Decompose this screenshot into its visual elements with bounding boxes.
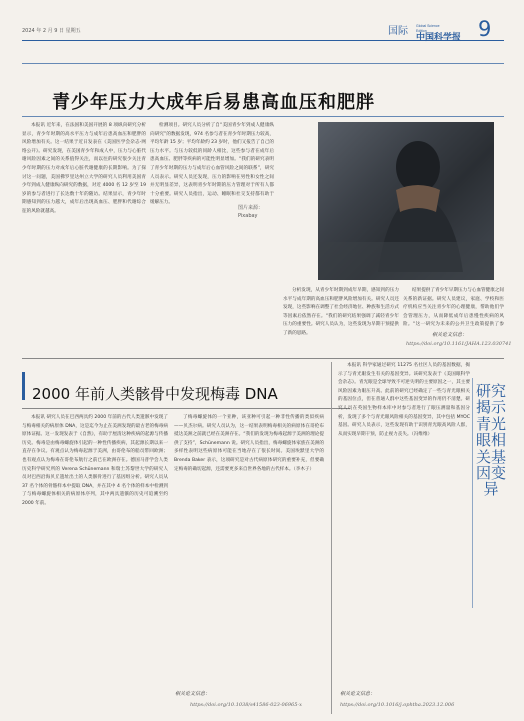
story2-headline: 2000 年前人类骸骨中发现梅毒 DNA xyxy=(32,385,278,403)
story2-headline-rule xyxy=(22,408,350,409)
story2-headline-bar xyxy=(22,372,25,400)
edition-date: 2024 年 2 月 9 日 星期五 xyxy=(22,28,81,34)
story3-text: 本报讯 科学家通过研究 11275 名社区人员的基因数据，揭示了与青光眼发生有关的基因变异。该研究发表于《美国眼科学会杂志》。青光眼是全球导致不可逆失明的主要原因之一，其主要风险因素为眼压升高。此前的研究已经确定了一些与青光眼相关的基因位点，但在普通人群中这些基因变异的作用仍不清楚。研究人员在英国生物样本库中对参与者进行了眼压测量和基因分析，发现了多个与青光眼风险相关的基因变异，其中包括 MYOC 基因。研究人员表示，这些发现有助于识别青光眼高风险人群，从而实现早期干预，防止视力丧失。（冯维维） xyxy=(338,363,470,437)
story1-column-4: 结果提供了青少年早期压力与心血管健康之间关系的新证据。研究人员建议，家庭、学校和医疗机构应当关注青少年的心理健康，帮助他们学会管理压力，从而降低成年后患慢性疾病的风险。“这一研究为未来的公共卫生政策提供了参 xyxy=(403,288,504,328)
story2-doi: https://doi.org/10.1038/s41586-023-06965-x xyxy=(190,702,302,708)
story1-column-3: 分析发现，从青少年时期到成年早期，感知到的压力水平与成年期的高血压和肥胖风险增加有关。研究人员还发现，这些影响在调整了社会经济地位、种族和生活方式等因素后依然存在。“我们的研究结果强调了减轻青少年压力的重要性。研究人员认为，这些发现为早期干预提供了新的思路。 xyxy=(283,288,399,336)
story1-headline: 青少年压力大成年后易患高血压和肥胖 xyxy=(52,92,375,113)
story1-doi: https://doi.org/10.1161/JAHA.123.030741 xyxy=(406,341,512,347)
newspaper-logo: 中国科学报 xyxy=(416,33,462,43)
story2-column-2: 了梅毒螺旋体的一个亚种，该亚种可引起一种非性传播的类似疾病——贝杰尔病。研究人员认为，这一结果表明梅毒相关的病原体在哥伦布抵达美洲之前就已经在美洲存在。“我们的发现为梅毒起源于美洲的理论提供了支持”，Schünemann 说。研究人员指出，梅毒螺旋体家族在美洲的多样性表明这些病原体可能在当地存在了很长时间。美国埃默里大学的 Brenda Baker 表示，这项研究是对古代病原体研究的重要补充，但要确定梅毒的确切起源，还需要更多来自世界各地的古代样本。（李木子） xyxy=(174,415,324,472)
story3-doi-label: 相关论文信息： xyxy=(340,691,376,697)
story1-column-2: 检测项目。研究人员分析了自“美国青少年到成人健康纵向研究”的数据发现，974 名参与者在青少年时期压力较高，平均年龄 15 岁；平均年龄约 23 岁时，他们又报告了自己的压力水平。与压力较低的同龄人相比，这些参与者在成年后患高血压、肥胖等疾病的可能性明显增加。“我们的研究表明了青少年时期的压力与成年后心血管风险之间的联系”，研究人员表示。研究人员还发现，压力的影响在男性和女性之间并无明显差异，这表明青少年时期的压力管理对于所有人都十分重要。研究人员指出，运动、睡眠和社交支持都有助于缓解压力。 xyxy=(150,123,274,206)
photo-credit-source: Pixabay xyxy=(238,213,258,219)
person-silhouette-icon xyxy=(318,122,494,280)
story1-column-1: 本报讯 近年来，在法国和美国开展的 8 项纵向研究分析显示，青少年时期的高水平压力与成年后患高血压和肥胖的风险增加有关。这一结果于近日发表在《美国医学会杂志-网络公开》。研究发现，在美国青少年和成人中，压力与心脏代谢风险因素之间的关系值得关注，而以往的研究很少关注青少年时期的压力对成年后心脏代谢健康的长期影响。为了探讨这一问题，美国佛罗里达州立大学的研究人员利用美国青少年到成人健康纵向研究的数据，对近 4000 名 12 岁至 19 岁的参与者进行了长达数十年的随访。结果显示，青少年时期感知到的压力越大，成年后出现高血压、肥胖和代谢综合征的风险就越高。 xyxy=(22,123,146,214)
story3-vertical-headline: 研究揭示青光眼相关基因变异 xyxy=(476,382,507,499)
section-subtitle-line: Edition xyxy=(416,28,427,33)
story1-doi-label: 相关论文信息： xyxy=(432,332,468,338)
story1-photo xyxy=(318,122,494,280)
section-divider xyxy=(22,358,504,359)
story3-doi: https://doi.org/10.1016/j.ophtha.2023.12.006 xyxy=(340,702,455,708)
section-label: 国际 xyxy=(388,26,408,37)
headline-rule-bottom xyxy=(22,116,504,117)
story2-column-1: 本报讯 研究人员在巴西两具约 2000 年前的古代人类遗骸中发现了与梅毒相关的病原体 DNA，这是迄今为止在美洲发现的最古老的梅毒病原体证据。这一发现发表于《自然》，有助于厘清这种疾病的起源与传播历史。梅毒是由梅毒螺旋体引起的一种性传播疾病，其起源长期以来一直存在争议。有观点认为梅毒起源于美洲，由哥伦布的船员带回欧洲；也有观点认为梅毒在哥伦布航行之前已在欧洲存在。德国马普学会人类历史科学研究所的 Verena Schünemann 和瑞士苏黎世大学的研究人员对巴西沿海贝丘遗址出土的人类骸骨进行了基因组分析。研究人员从 37 名个体的骨骼样本中提取 DNA，并在其中 4 名个体的样本中检测到了与梅毒螺旋体相关的病原体序列，其中两具遗骸的历史可追溯至约 2000 年前。 xyxy=(22,415,168,506)
story3-headline-rule xyxy=(472,378,473,608)
photo-credit xyxy=(238,204,263,220)
section-subtitle-line: Global Science xyxy=(416,24,440,28)
story2-doi-label: 相关论文信息： xyxy=(175,691,211,697)
photo-credit-label: 图片来源： xyxy=(238,205,264,211)
column-rule xyxy=(331,362,332,714)
headline-rule-top xyxy=(22,63,504,64)
page-number: 9 xyxy=(478,17,492,41)
